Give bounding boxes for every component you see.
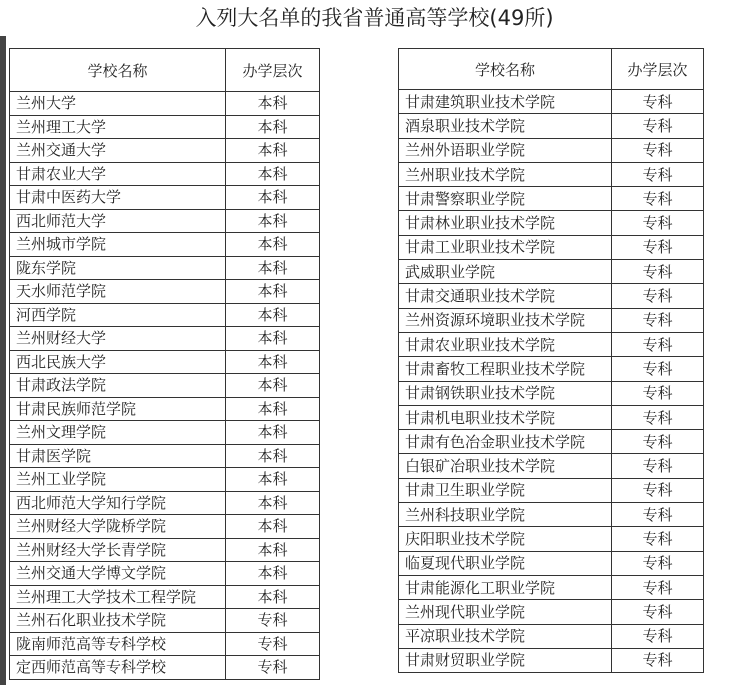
school-level-cell: 本科 — [226, 562, 320, 586]
school-level-cell: 本科 — [226, 515, 320, 539]
school-name-cell: 临夏现代职业学院 — [399, 551, 612, 575]
column-header-level: 办学层次 — [612, 49, 704, 90]
school-level-cell: 专科 — [612, 284, 704, 308]
table-row — [399, 575, 704, 599]
school-level-cell: 专科 — [612, 138, 704, 162]
table-row — [10, 350, 320, 374]
table-row — [399, 138, 704, 162]
school-name-cell: 平凉职业技术学院 — [399, 624, 612, 648]
table-row — [10, 233, 320, 257]
school-level-cell: 专科 — [226, 632, 320, 656]
table-row — [10, 327, 320, 351]
school-level-cell: 专科 — [612, 624, 704, 648]
school-name-cell: 兰州城市学院 — [10, 233, 226, 257]
school-level-cell: 本科 — [226, 186, 320, 210]
school-name-cell: 甘肃政法学院 — [10, 374, 226, 398]
school-name-cell: 白银矿冶职业技术学院 — [399, 454, 612, 478]
school-level-cell: 本科 — [226, 280, 320, 304]
table-row — [10, 397, 320, 421]
school-name-cell: 兰州职业技术学院 — [399, 162, 612, 186]
table-row — [399, 235, 704, 259]
school-level-cell: 专科 — [226, 609, 320, 633]
school-name-cell: 甘肃民族师范学院 — [10, 397, 226, 421]
school-level-cell: 专科 — [612, 235, 704, 259]
right-school-table — [398, 48, 704, 673]
table-row — [399, 187, 704, 211]
school-name-cell: 兰州科技职业学院 — [399, 503, 612, 527]
school-level-cell: 专科 — [612, 454, 704, 478]
table-row — [10, 280, 320, 304]
left-school-table — [9, 48, 320, 680]
table-row — [10, 421, 320, 445]
school-name-cell: 甘肃能源化工职业学院 — [399, 575, 612, 599]
table-row — [10, 468, 320, 492]
table-row — [10, 162, 320, 186]
school-name-cell: 兰州财经大学长青学院 — [10, 538, 226, 562]
school-level-cell: 本科 — [226, 327, 320, 351]
table-row — [10, 186, 320, 210]
school-name-cell: 陇南师范高等专科学校 — [10, 632, 226, 656]
school-level-cell: 专科 — [226, 656, 320, 680]
column-header-name: 学校名称 — [399, 49, 612, 90]
school-level-cell: 专科 — [612, 308, 704, 332]
school-name-cell: 甘肃交通职业技术学院 — [399, 284, 612, 308]
school-name-cell: 甘肃农业大学 — [10, 162, 226, 186]
school-name-cell: 甘肃畜牧工程职业技术学院 — [399, 357, 612, 381]
school-level-cell: 本科 — [226, 303, 320, 327]
school-name-cell: 甘肃钢铁职业技术学院 — [399, 381, 612, 405]
table-header-row — [10, 49, 320, 92]
table-row — [399, 527, 704, 551]
school-name-cell: 武威职业学院 — [399, 260, 612, 284]
school-name-cell: 河西学院 — [10, 303, 226, 327]
table-row — [399, 381, 704, 405]
school-level-cell: 本科 — [226, 256, 320, 280]
school-level-cell: 专科 — [612, 332, 704, 356]
school-level-cell: 专科 — [612, 260, 704, 284]
table-row — [10, 303, 320, 327]
column-header-level: 办学层次 — [226, 49, 320, 92]
school-level-cell: 专科 — [612, 600, 704, 624]
school-name-cell: 兰州理工大学 — [10, 115, 226, 139]
school-level-cell: 本科 — [226, 421, 320, 445]
school-level-cell: 本科 — [226, 585, 320, 609]
table-row — [399, 624, 704, 648]
table-row — [10, 139, 320, 163]
school-level-cell: 本科 — [226, 139, 320, 163]
table-row — [399, 405, 704, 429]
school-level-cell: 专科 — [612, 648, 704, 672]
school-level-cell: 本科 — [226, 162, 320, 186]
school-level-cell: 专科 — [612, 211, 704, 235]
column-header-name: 学校名称 — [10, 49, 226, 92]
school-name-cell: 兰州资源环境职业技术学院 — [399, 308, 612, 332]
table-row — [10, 515, 320, 539]
school-name-cell: 酒泉职业技术学院 — [399, 114, 612, 138]
table-row — [399, 357, 704, 381]
school-level-cell: 专科 — [612, 503, 704, 527]
school-level-cell: 专科 — [612, 381, 704, 405]
table-row — [10, 562, 320, 586]
table-row — [10, 632, 320, 656]
school-name-cell: 兰州现代职业学院 — [399, 600, 612, 624]
school-name-cell: 兰州外语职业学院 — [399, 138, 612, 162]
school-level-cell: 专科 — [612, 187, 704, 211]
school-name-cell: 天水师范学院 — [10, 280, 226, 304]
school-level-cell: 专科 — [612, 357, 704, 381]
school-level-cell: 专科 — [612, 405, 704, 429]
school-name-cell: 甘肃警察职业学院 — [399, 187, 612, 211]
table-row — [399, 503, 704, 527]
school-name-cell: 兰州财经大学陇桥学院 — [10, 515, 226, 539]
school-level-cell: 本科 — [226, 209, 320, 233]
school-name-cell: 兰州石化职业技术学院 — [10, 609, 226, 633]
table-row — [399, 454, 704, 478]
school-name-cell: 甘肃医学院 — [10, 444, 226, 468]
table-row — [10, 585, 320, 609]
table-row — [10, 444, 320, 468]
school-name-cell: 兰州交通大学 — [10, 139, 226, 163]
school-level-cell: 本科 — [226, 115, 320, 139]
table-row — [399, 211, 704, 235]
school-level-cell: 本科 — [226, 444, 320, 468]
table-row — [10, 115, 320, 139]
table-row — [399, 600, 704, 624]
table-row — [399, 114, 704, 138]
school-name-cell: 甘肃林业职业技术学院 — [399, 211, 612, 235]
school-level-cell: 专科 — [612, 551, 704, 575]
table-row — [10, 209, 320, 233]
school-name-cell: 陇东学院 — [10, 256, 226, 280]
table-row — [10, 656, 320, 680]
school-level-cell: 本科 — [226, 538, 320, 562]
school-level-cell: 专科 — [612, 527, 704, 551]
school-level-cell: 专科 — [612, 430, 704, 454]
school-level-cell: 专科 — [612, 114, 704, 138]
table-row — [399, 332, 704, 356]
school-name-cell: 兰州财经大学 — [10, 327, 226, 351]
school-name-cell: 庆阳职业技术学院 — [399, 527, 612, 551]
school-name-cell: 定西师范高等专科学校 — [10, 656, 226, 680]
school-level-cell: 专科 — [612, 162, 704, 186]
table-row — [10, 374, 320, 398]
table-row — [399, 260, 704, 284]
school-name-cell: 甘肃农业职业技术学院 — [399, 332, 612, 356]
table-row — [10, 491, 320, 515]
school-name-cell: 甘肃卫生职业学院 — [399, 478, 612, 502]
table-row — [10, 538, 320, 562]
school-level-cell: 专科 — [612, 575, 704, 599]
page-title: 入列大名单的我省普通高等学校(49所) — [195, 6, 554, 30]
table-row — [399, 162, 704, 186]
table-row — [399, 308, 704, 332]
school-name-cell: 西北民族大学 — [10, 350, 226, 374]
school-level-cell: 专科 — [612, 90, 704, 114]
table-row — [10, 256, 320, 280]
school-level-cell: 本科 — [226, 92, 320, 116]
school-name-cell: 甘肃机电职业技术学院 — [399, 405, 612, 429]
school-name-cell: 西北师范大学 — [10, 209, 226, 233]
school-level-cell: 本科 — [226, 468, 320, 492]
table-row — [10, 609, 320, 633]
school-name-cell: 兰州大学 — [10, 92, 226, 116]
table-row — [399, 478, 704, 502]
school-name-cell: 甘肃有色冶金职业技术学院 — [399, 430, 612, 454]
school-name-cell: 西北师范大学知行学院 — [10, 491, 226, 515]
left-margin-rule — [0, 36, 6, 685]
table-row — [399, 648, 704, 672]
school-level-cell: 专科 — [612, 478, 704, 502]
school-level-cell: 本科 — [226, 397, 320, 421]
table-row — [399, 430, 704, 454]
school-level-cell: 本科 — [226, 350, 320, 374]
school-name-cell: 甘肃建筑职业技术学院 — [399, 90, 612, 114]
school-name-cell: 甘肃财贸职业学院 — [399, 648, 612, 672]
school-name-cell: 兰州交通大学博文学院 — [10, 562, 226, 586]
table-row — [399, 551, 704, 575]
school-level-cell: 本科 — [226, 233, 320, 257]
school-level-cell: 本科 — [226, 374, 320, 398]
table-row — [399, 284, 704, 308]
school-name-cell: 甘肃工业职业技术学院 — [399, 235, 612, 259]
school-name-cell: 兰州文理学院 — [10, 421, 226, 445]
table-header-row — [399, 49, 704, 90]
table-row — [399, 90, 704, 114]
school-level-cell: 本科 — [226, 491, 320, 515]
school-name-cell: 甘肃中医药大学 — [10, 186, 226, 210]
school-name-cell: 兰州工业学院 — [10, 468, 226, 492]
school-name-cell: 兰州理工大学技术工程学院 — [10, 585, 226, 609]
table-row — [10, 92, 320, 116]
